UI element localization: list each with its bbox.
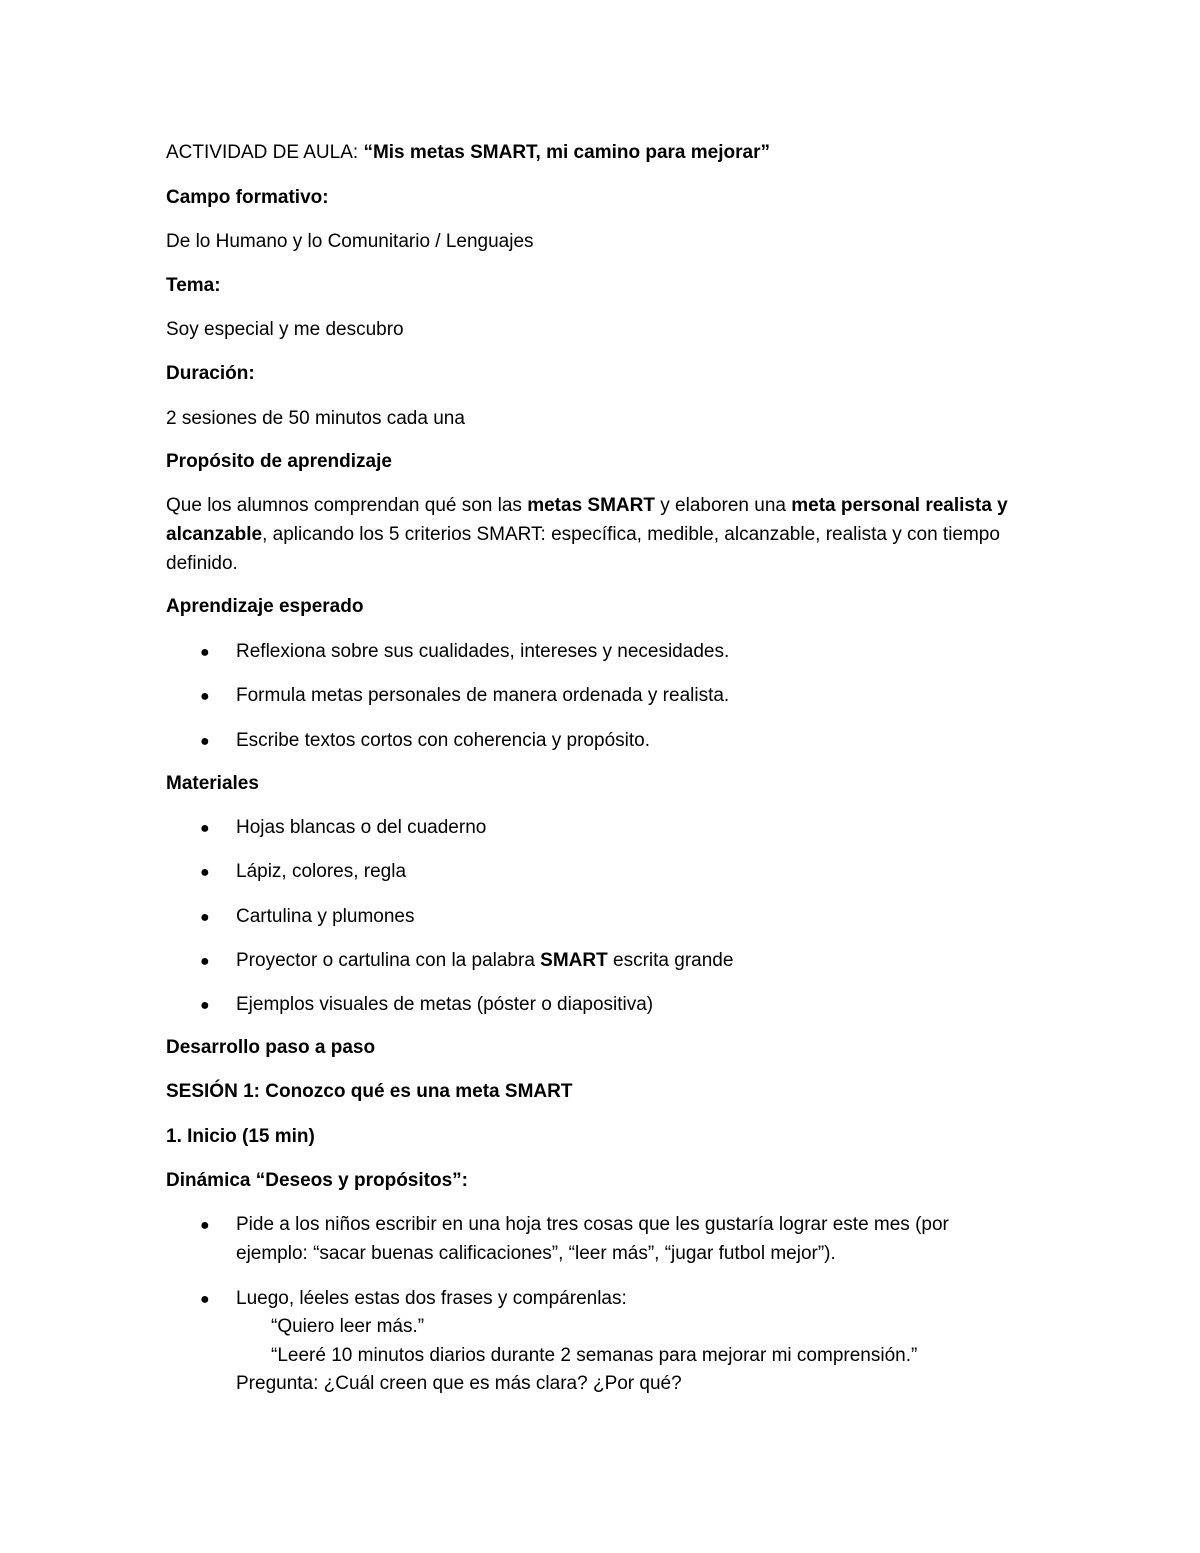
materiales-item-4-bold: SMART (540, 950, 608, 971)
proposito-text-3: , aplicando los 5 criterios SMART: específica, medible, alcanzable, realista y con tiempo (262, 524, 1000, 545)
proposito-text-1: Que los alumnos comprendan qué son las (166, 495, 528, 516)
list-item (200, 857, 406, 888)
list-item (200, 681, 729, 712)
bullet-icon: ● (200, 997, 210, 1014)
aprendizaje-label: Aprendizaje esperado (166, 596, 364, 617)
list-item (200, 1210, 949, 1241)
bullet-icon: ● (200, 1291, 210, 1308)
tema-value: Soy especial y me descubro (166, 319, 404, 340)
proposito-text-2: y elaboren una (654, 495, 792, 516)
aprendizaje-item-1: Reflexiona sobre sus cualidades, intereses y necesidades. (236, 641, 730, 662)
dinamica-pregunta: Pregunta: ¿Cuál creen que es más clara? ¿Por qué? (236, 1373, 682, 1394)
aprendizaje-item-3: Escribe textos cortos con coherencia y propósito. (236, 730, 650, 751)
list-item (200, 902, 414, 933)
activity-title (166, 138, 770, 168)
title-quote: “Mis metas SMART, mi camino para mejorar” (363, 142, 770, 163)
dinamica-quote-1: “Quiero leer más.” (271, 1316, 425, 1337)
title-prefix: ACTIVIDAD DE AULA: (166, 142, 364, 163)
proposito-line-1 (166, 491, 1008, 521)
dinamica-item-1-line-2: ejemplo: “sacar buenas calificaciones”, “leer más”, “jugar futbol mejor”). (236, 1243, 836, 1264)
materiales-label: Materiales (166, 773, 259, 794)
proposito-line-2 (166, 520, 1000, 550)
list-item (200, 990, 653, 1021)
duracion-label: Duración: (166, 363, 255, 384)
materiales-item-1: Hojas blancas o del cuaderno (236, 817, 487, 838)
proposito-bold-1: metas SMART (527, 495, 655, 516)
inicio-label: 1. Inicio (15 min) (166, 1126, 315, 1147)
dinamica-item-1-line-1: Pide a los niños escribir en una hoja tres cosas que les gustaría lograr este mes (por (236, 1214, 949, 1235)
materiales-item-4-text-2: escrita grande (607, 950, 734, 971)
list-item (200, 946, 733, 977)
list-item (200, 726, 650, 757)
sesion1-label: SESIÓN 1: Conozco qué es una meta SMART (166, 1081, 573, 1102)
bullet-icon: ● (200, 733, 210, 750)
duracion-value: 2 sesiones de 50 minutos cada una (166, 408, 465, 429)
proposito-bold-2: meta personal realista y (791, 495, 1008, 516)
bullet-icon: ● (200, 1217, 210, 1234)
desarrollo-label: Desarrollo paso a paso (166, 1037, 376, 1058)
bullet-icon: ● (200, 953, 210, 970)
list-item (200, 1284, 627, 1315)
proposito-line-3: definido. (166, 553, 238, 574)
proposito-bold-3: alcanzable (166, 524, 263, 545)
list-item (200, 637, 729, 668)
tema-label: Tema: (166, 275, 221, 296)
bullet-icon: ● (200, 820, 210, 837)
materiales-item-3: Cartulina y plumones (236, 906, 415, 927)
aprendizaje-item-2: Formula metas personales de manera ordenada y realista. (236, 685, 730, 706)
dinamica-quote-2: “Leeré 10 minutos diarios durante 2 semanas para mejorar mi comprensión.” (271, 1345, 918, 1366)
campo-value: De lo Humano y lo Comunitario / Lenguajes (166, 231, 534, 252)
materiales-item-4-text-1: Proyector o cartulina con la palabra (236, 950, 541, 971)
materiales-item-2: Lápiz, colores, regla (236, 861, 407, 882)
proposito-label: Propósito de aprendizaje (166, 451, 392, 472)
bullet-icon: ● (200, 909, 210, 926)
dinamica-item-2-line-1: Luego, léeles estas dos frases y compárenlas: (236, 1288, 627, 1309)
bullet-icon: ● (200, 864, 210, 881)
bullet-icon: ● (200, 644, 210, 661)
dinamica-label: Dinámica “Deseos y propósitos”: (166, 1170, 468, 1191)
campo-label: Campo formativo: (166, 187, 329, 208)
bullet-icon: ● (200, 688, 210, 705)
list-item (200, 813, 486, 844)
materiales-item-5: Ejemplos visuales de metas (póster o diapositiva) (236, 994, 654, 1015)
